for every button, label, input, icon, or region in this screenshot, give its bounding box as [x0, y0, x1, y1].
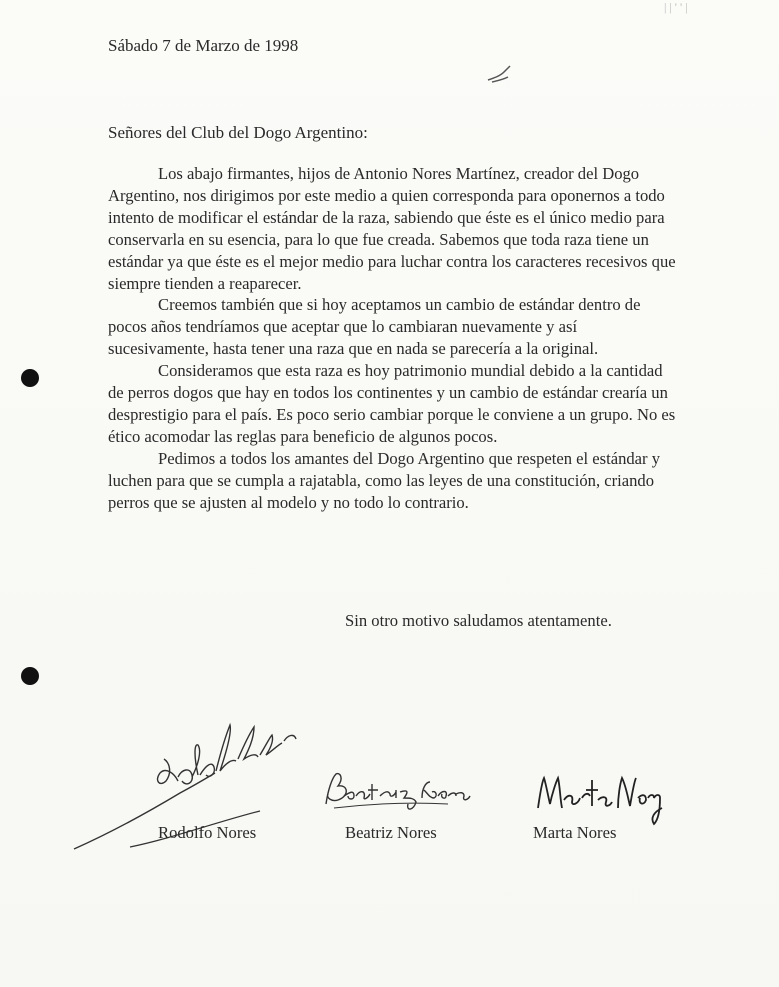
corner-scan-mark: | | ' ' | [664, 0, 688, 14]
closing-line: Sin otro motivo saludamos atentamente. [345, 611, 612, 630]
signature-beatriz [318, 768, 478, 818]
punch-hole [21, 369, 39, 387]
letter-date: Sábado 7 de Marzo de 1998 [108, 36, 299, 55]
paragraph: Pedimos a todos los amantes del Dogo Argentino que respeten el estándar y luchen para que se cumpla a rajatabla, como las leyes de una constitución, criando perros que se ajusten al modelo y no todo lo contrario. [108, 448, 661, 512]
punch-hole [21, 667, 39, 685]
signatory-name: Rodolfo Nores [158, 823, 257, 842]
pen-tick-mark [486, 64, 512, 84]
salutation: Señores del Club del Dogo Argentino: [108, 123, 368, 142]
paragraph: Los abajo firmantes, hijos de Antonio Nores Martínez, creador del Dogo Argentino, nos dirigimos por este medio a quien corresponda para oponernos a todo intento de modificar el estándar de la raza, sabiendo que éste es el único medio para conservarla en su esencia, para lo que fue creada. Sabemos que toda raza tiene un estándar ya que éste es el mejor medio para luchar contra los caracteres recesivos que siempre tienden a reaparecer. [108, 164, 676, 293]
signatory-name: Marta Nores [533, 823, 617, 842]
paragraph: Consideramos que esta raza es hoy patrimonio mundial debido a la cantidad de perros dogos que hay en todos los continentes y un cambio de estándar crearía un desprestigio para el país. Es poco serio cambiar porque le conviene a un grupo. No es ético acomodar las reglas para beneficio de algunos pocos. [108, 361, 676, 446]
signature-marta [532, 768, 672, 828]
paragraph: Creemos también que si hoy aceptamos un cambio de estándar dentro de pocos años tendríamos que aceptar que lo cambiaran nuevamente y así sucesivamente, hasta tener una raza que en nada se parecería a la original. [108, 295, 641, 359]
letter-body [108, 163, 678, 514]
signatory-name: Beatriz Nores [345, 823, 437, 842]
